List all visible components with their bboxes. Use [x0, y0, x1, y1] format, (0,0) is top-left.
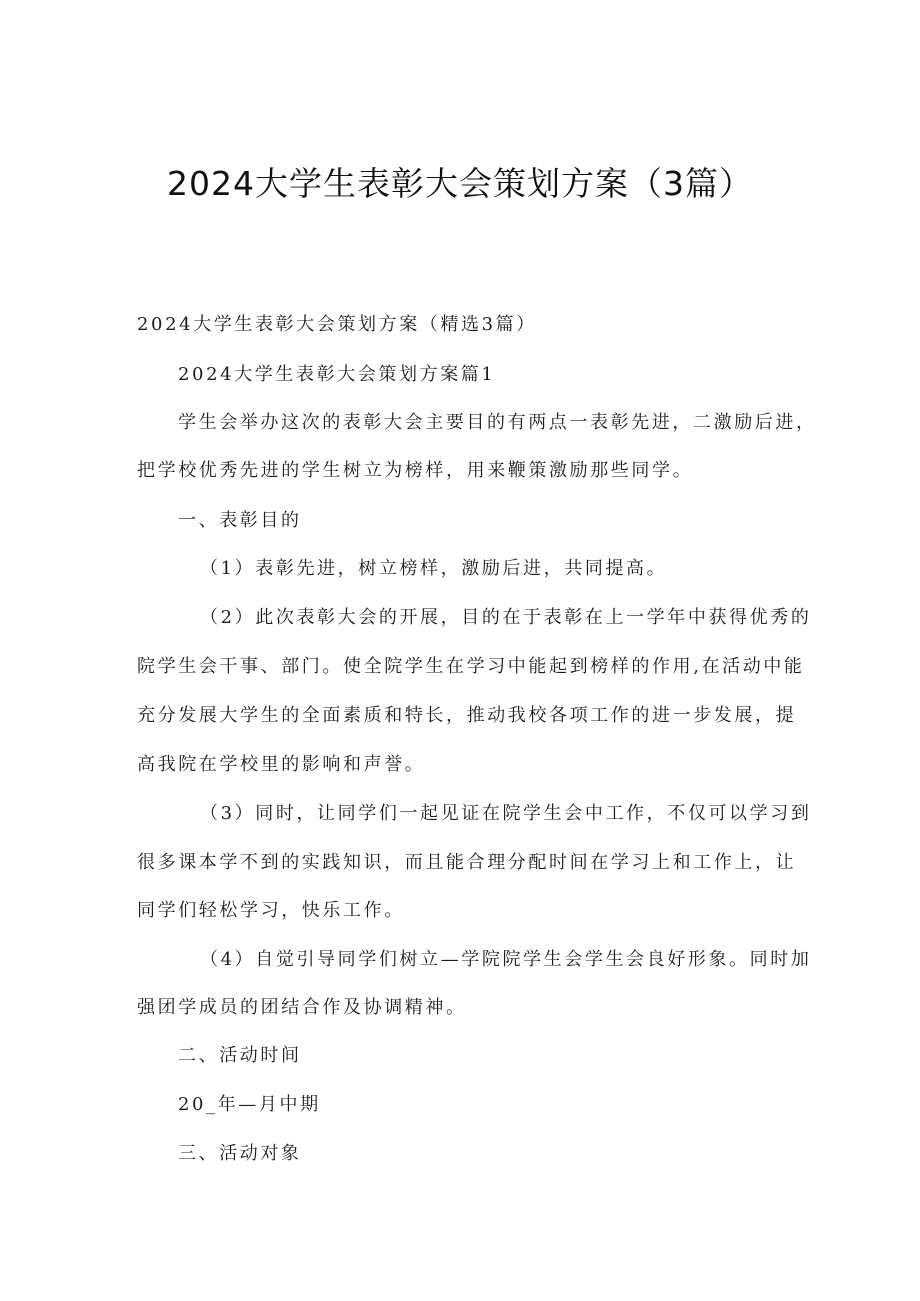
paragraph-line: 院学生会干事、部门。使全院学生在学习中能起到榜样的作用,在活动中能 — [137, 656, 805, 677]
document-title: 2024大学生表彰大会策划方案（3篇） — [167, 164, 753, 203]
paragraph-line: 充分发展大学生的全面素质和特长，推动我校各项工作的进一步发展，提 — [137, 705, 797, 726]
paragraph-line: 很多课本学不到的实践知识，而且能合理分配时间在学习上和工作上，让 — [137, 852, 797, 873]
heading-line: 二、活动时间 — [178, 1045, 302, 1066]
heading-line: 一、表彰目的 — [178, 510, 302, 531]
list-item-line: （1）表彰先进，树立榜样，激励后进，共同提高。 — [200, 558, 668, 579]
list-item-line: （2）此次表彰大会的开展，目的在于表彰在上一学年中获得优秀的 — [200, 607, 812, 628]
paragraph-line: 把学校优秀先进的学生树立为榜样，用来鞭策激励那些同学。 — [137, 460, 694, 481]
paragraph-line: 高我院在学校里的影响和声誉。 — [137, 754, 426, 775]
list-item-line: （3）同时，让同学们一起见证在院学生会中工作，不仅可以学习到 — [200, 803, 812, 824]
section-heading-line: 2024大学生表彰大会策划方案篇1 — [178, 364, 496, 385]
paragraph-line: 20_年—月中期 — [178, 1094, 321, 1115]
subtitle-line: 2024大学生表彰大会策划方案（精选3篇） — [137, 314, 537, 335]
paragraph-line: 同学们轻松学习，快乐工作。 — [137, 900, 405, 921]
list-item-line: （4）自觉引导同学们树立—学院院学生会学生会良好形象。同时加 — [200, 949, 812, 970]
paragraph-line: 学生会举办这次的表彰大会主要目的有两点一表彰先进，二激励后进， — [178, 412, 817, 433]
heading-line: 三、活动对象 — [178, 1143, 302, 1164]
paragraph-line: 强团学成员的团结合作及协调精神。 — [137, 997, 467, 1018]
